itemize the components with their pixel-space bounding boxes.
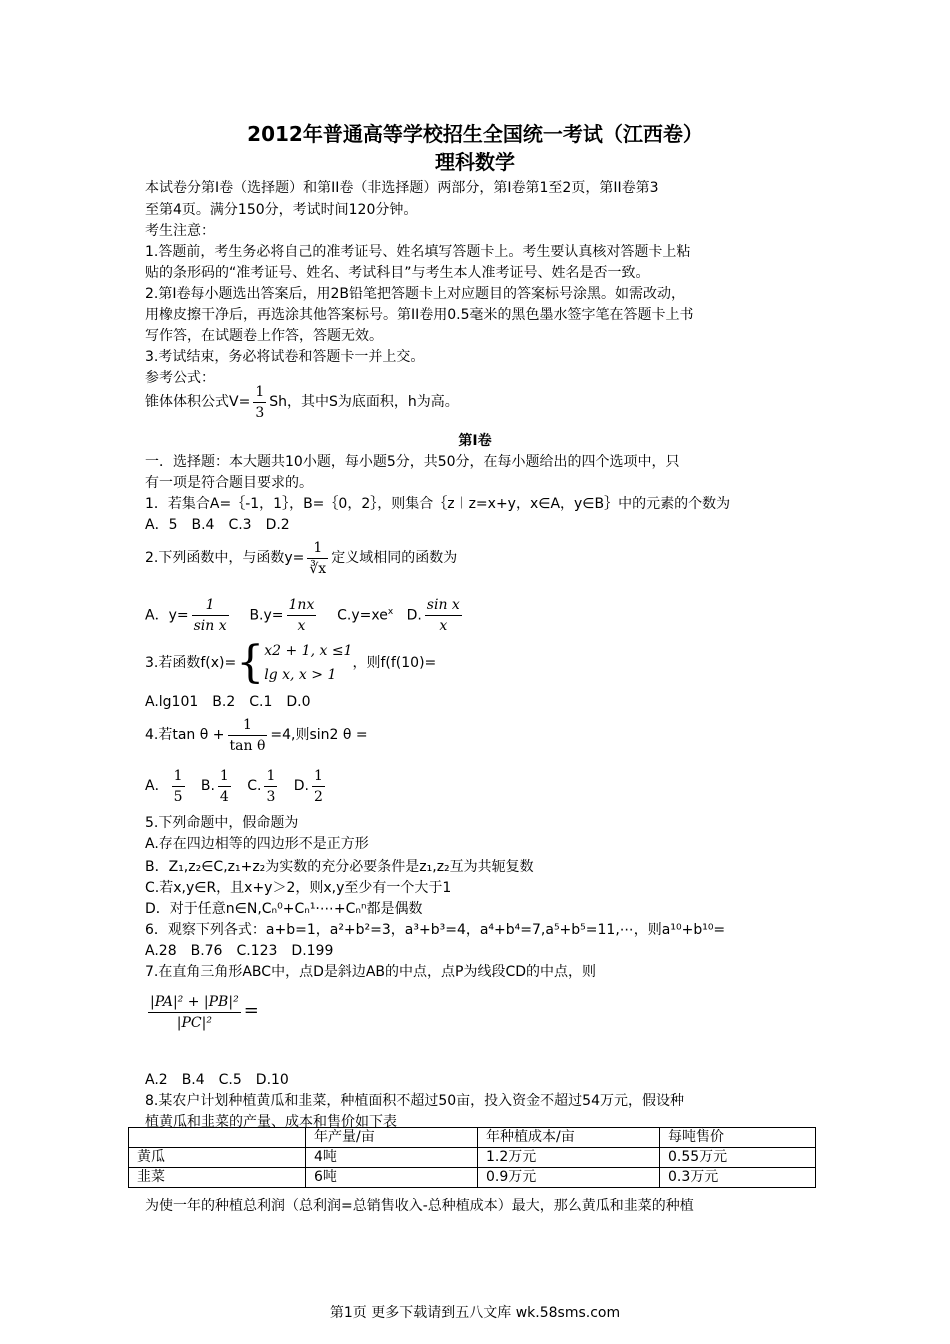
question-6-stem: 6．观察下列各式：a+b=1，a²+b²=3，a³+b³=4，a⁴+b⁴=7,a⁵+b⁵=11,⋯，则a¹⁰+b¹⁰= (145, 922, 726, 938)
question-2-options: A．y= $\frac{1}{\text{sin x}}$ B.y= $\frac{1nx}{x}$ $C.y=xe^x$ D. $\frac{\text{sin x}}{x}$ (145, 597, 460, 635)
question-5-stem: 5.下列命题中，假命题为 (145, 815, 299, 831)
question-7-stem: 7.在直角三角形ABC中，点D是斜边AB的中点，点P为线段CD的中点，则 (145, 964, 597, 980)
fraction: $\frac{\text{sin x}}{x}$ (426, 597, 460, 635)
table-cell: 韭菜 (129, 1168, 306, 1188)
question-8-stem: 8.某农户计划种植黄瓜和韭菜，种植面积不超过50亩，投入资金不超过54万元，假设种 (145, 1093, 684, 1109)
table-header-cell: 每吨售价 (660, 1128, 816, 1148)
fraction: $\frac{\text{|PA|² + |PB|²}}{\text{|PC|²}}$ (150, 993, 239, 1031)
piecewise-function: x2 + 1, x ≤1 lg x, x > 1 (264, 643, 353, 683)
table-cell: 0.3万元 (660, 1168, 816, 1188)
fraction: $\frac{1}{\text{sin x}}$ (193, 597, 227, 635)
intro-line: 3.考试结束，务必将试卷和答题卡一并上交。 (145, 349, 425, 365)
fraction: $\frac{1}{3}$ (255, 383, 265, 421)
table-cell: 6吨 (306, 1168, 478, 1188)
question-4-stem: 4.若tan θ + $\frac{1}{\text{tan θ}}$ =4,则sin2 θ = (145, 716, 368, 754)
table-header-cell: 年种植成本/亩 (478, 1128, 660, 1148)
question-7-options: A.2 B.4 C.5 D.10 (145, 1072, 289, 1088)
volume-formula: 锥体体积公式V= $\frac{1}{3}$ Sh，其中S为底面积，h为高。 (145, 383, 459, 421)
intro-line: 至第4页。满分150分，考试时间120分钟。 (145, 202, 418, 218)
question-5-option: B．Z₁,z₂∈C,z₁+z₂为实数的充分必要条件是z₁,z₂互为共轭复数 (145, 859, 534, 875)
intro-line: 参考公式： (145, 370, 215, 386)
question-3-stem: 3.若函数f(x)={ x2 + 1, x ≤1 lg x, x > 1 ，则f(f(10)= (145, 637, 437, 688)
table-row (129, 1148, 816, 1168)
question-8-stem: 植黄瓜和韭菜的产量、成本和售价如下表 (145, 1114, 397, 1130)
section-heading: 第I卷 (458, 433, 492, 449)
fraction: $\frac{1}{5}$ (173, 767, 183, 805)
intro-line: 2.第I卷每小题选出答案后，用2B铅笔把答题卡上对应题目的答案标号涂黑。如需改动， (145, 286, 685, 302)
question-4-options: A． $\frac{1}{5}$ B. $\frac{1}{4}$ C. $\frac{1}{3}$ D. $\frac{1}{2}$ (145, 767, 323, 805)
question-7-formula: $\frac{\text{|PA|² + |PB|²}}{\text{|PC|²}}$ = (150, 993, 259, 1031)
intro-line: 用橡皮擦干净后，再选涂其他答案标号。第II卷用0.5毫米的黑色墨水签字笔在答题卡上书 (145, 307, 694, 323)
table-header-cell: 年产量/亩 (306, 1128, 478, 1148)
table-header-row (129, 1128, 816, 1148)
question-3-options: A.lg101 B.2 C.1 D.0 (145, 694, 311, 710)
crop-table (128, 1127, 816, 1188)
question-1-options: A．5 B.4 C.3 D.2 (145, 517, 290, 533)
intro-line: 考生注意： (145, 223, 215, 239)
intro-line: 写作答，在试题卷上作答，答题无效。 (145, 328, 383, 344)
exam-subtitle: 理科数学 (435, 150, 515, 174)
fraction: $\frac{1}{2}$ (313, 767, 323, 805)
page-footer: 第1页 更多下载请到五八文库 wk.58sms.com (329, 1305, 621, 1321)
table-row (129, 1168, 816, 1188)
question-5-option: C.若x,y∈R，且x+y＞2，则x,y至少有一个大于1 (145, 880, 452, 896)
exam-title: 2012年普通高等学校招生全国统一考试（江西卷） (247, 122, 703, 146)
question-8-continuation: 为使一年的种植总利润（总利润=总销售收入-总种植成本）最大，那么黄瓜和韭菜的种植 (145, 1198, 694, 1214)
fraction: $\frac{1}{\text{tan θ}}$ (229, 716, 266, 754)
intro-line: 1.答题前，考生务必将自己的准考证号、姓名填写答题卡上。考生要认真核对答题卡上粘 (145, 244, 691, 260)
question-1-stem: 1．若集合A=｛-1，1｝，B=｛0，2｝，则集合｛z︱z=x+y，x∈A，y∈B｝中的元素的个数为 (145, 496, 731, 512)
part-instructions: 有一项是符合题目要求的。 (145, 475, 313, 491)
table-cell: 黄瓜 (129, 1148, 306, 1168)
fraction: $\frac{1}{4}$ (219, 767, 229, 805)
question-5-option: D．对于任意n∈N,Cₙ⁰+Cₙ¹·⋯+Cₙⁿ都是偶数 (145, 901, 423, 917)
table-cell: 0.9万元 (478, 1168, 660, 1188)
table-cell: 0.55万元 (660, 1148, 816, 1168)
intro-line: 本试卷分第I卷（选择题）和第II卷（非选择题）两部分，第I卷第1至2页，第II卷第3 (145, 180, 659, 196)
fraction: $\frac{1}{∛x}$ (309, 539, 327, 577)
fraction: $\frac{1nx}{x}$ (288, 597, 315, 635)
part-instructions: 一．选择题：本大题共10小题，每小题5分，共50分，在每小题给出的四个选项中，只 (145, 454, 680, 470)
intro-line: 贴的条形码的“准考证号、姓名、考试科目”与考生本人准考证号、姓名是否一致。 (145, 265, 650, 281)
question-5-option: A.存在四边相等的四边形不是正方形 (145, 836, 369, 852)
question-2-stem: 2.下列函数中，与函数y= $\frac{1}{∛x}$ 定义域相同的函数为 (145, 539, 458, 577)
table-header-cell (129, 1128, 306, 1148)
table-cell: 4吨 (306, 1148, 478, 1168)
table-cell: 1.2万元 (478, 1148, 660, 1168)
fraction: $\frac{1}{3}$ (266, 767, 276, 805)
question-6-options: A.28 B.76 C.123 D.199 (145, 943, 334, 959)
